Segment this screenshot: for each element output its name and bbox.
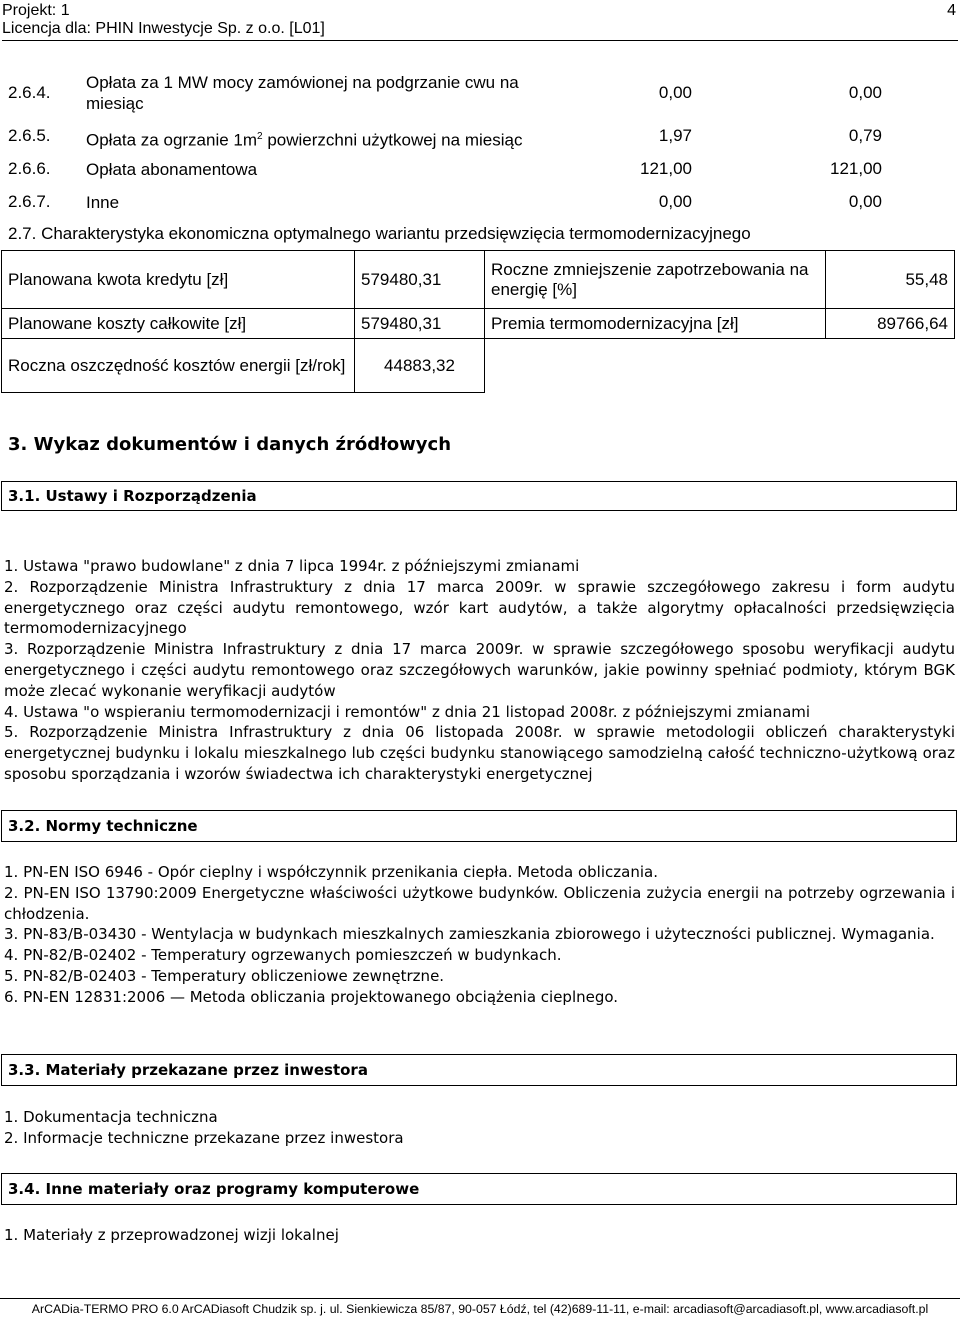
total-cost-value: 579480,31 bbox=[355, 309, 485, 339]
license-label: Licencja dla: PHIN Inwestycje Sp. z o.o. [L01] bbox=[2, 20, 325, 37]
cost-row-value: 1,97 bbox=[658, 126, 692, 145]
cost-row-value: 0,00 bbox=[848, 83, 882, 102]
cost-row-value: 0,00 bbox=[658, 83, 692, 102]
cost-row-value: 0,00 bbox=[658, 192, 692, 211]
subsection-title: 3.4. Inne materiały oraz programy komputerowe bbox=[1, 1173, 957, 1205]
list-item: 3. Rozporządzenie Ministra Infrastruktury z dnia 17 marca 2009r. w sprawie szczegółowego sposobu weryfikacji audytu energetycznego i części audytu remontowego oraz szczegółowych warunków, jakie powinny spełniać podmioty, którym BGK może zlecać wykonanie weryfikacji audytów bbox=[4, 640, 955, 700]
list-item: 4. PN-82/B-02402 - Temperatury ogrzewanych pomieszczeń w budynkach. bbox=[4, 946, 562, 965]
cost-row-label: Opłata za ogrzanie $1m^2$ powierzchni użytkowej na miesiąc bbox=[86, 130, 523, 150]
premium-label: Premia termomodernizacyjna [zł] bbox=[485, 309, 826, 339]
list-item: 3. PN-83/B-03430 - Wentylacja w budynkach mieszkalnych zamieszkania zbiorowego i użyteczności publicznej. Wymagania. bbox=[4, 925, 935, 944]
list-item: 5. PN-82/B-02403 - Temperatury obliczeniowe zewnętrzne. bbox=[4, 966, 445, 985]
page-number: 4 bbox=[947, 2, 956, 19]
total-cost-label: Planowane koszty całkowite [zł] bbox=[2, 309, 355, 339]
reduction-label: Roczne zmniejszenie zapotrzebowania na energię [%] bbox=[485, 251, 826, 309]
loan-label: Planowana kwota kredytu [zł] bbox=[2, 251, 355, 309]
list-item: 1. Materiały z przeprowadzonej wizji lokalnej bbox=[4, 1226, 339, 1244]
savings-value: 44883,32 bbox=[355, 339, 485, 393]
cost-row-label: Inne bbox=[86, 193, 120, 212]
subsection-title: 3.3. Materiały przekazane przez inwestora bbox=[1, 1054, 957, 1086]
economic-heading: 2.7. Charakterystyka ekonomiczna optymalnego wariantu przedsięwzięcia termomodernizacyjnego bbox=[8, 224, 751, 243]
cost-row-number: 2.6.6. bbox=[8, 159, 51, 178]
subsection-title: 3.1. Ustawy i Rozporządzenia bbox=[1, 481, 957, 511]
page-footer: ArCADia-TERMO PRO 6.0 ArCADiasoft Chudzik sp. j. ul. Sienkiewicza 85/87, 90-057 Łódź, tel (42)689-11-11, e-mail: arcadiasoft@arcadiasoft.pl, www.arcadiasoft.pl bbox=[0, 1298, 960, 1316]
page-header bbox=[2, 0, 958, 41]
list-item: 2. Informacje techniczne przekazane przez inwestora bbox=[4, 1128, 404, 1147]
cost-row bbox=[0, 70, 960, 114]
cost-row-number: 2.6.7. bbox=[8, 192, 51, 211]
list-item: 1. PN-EN ISO 6946 - Opór cieplny i współczynnik przenikania ciepła. Metoda obliczania. bbox=[4, 863, 658, 881]
premium-value: 89766,64 bbox=[826, 309, 955, 339]
subsection-title: 3.2. Normy techniczne bbox=[1, 810, 957, 842]
project-label: Projekt: 1 bbox=[2, 2, 70, 19]
cost-row-value: 121,00 bbox=[640, 159, 692, 178]
list-item: 1. Dokumentacja techniczna bbox=[4, 1108, 218, 1126]
list-item: 2. PN-EN ISO 13790:2009 Energetyczne właściwości użytkowe budynków. Obliczenia zużycia energii na potrzeby ogrzewania i chłodzenia. bbox=[4, 883, 955, 923]
cost-row-label: Opłata abonamentowa bbox=[86, 160, 258, 179]
economic-table bbox=[1, 250, 955, 393]
list-item: 2. Rozporządzenie Ministra Infrastruktury z dnia 17 marca 2009r. w sprawie szczegółowego zakresu i form audytu energetycznego oraz części audytu remontowego, wzór kart audytów, a także algorytmy opłacalności przedsięwzięcia termomodernizacyjnego bbox=[4, 577, 955, 638]
investor-materials-list bbox=[4, 1107, 955, 1149]
cost-row-value: 0,00 bbox=[848, 192, 882, 211]
cost-row-value: 0,79 bbox=[848, 126, 882, 145]
cost-row-value: 121,00 bbox=[830, 159, 882, 178]
savings-label: Roczna oszczędność kosztów energii [zł/rok] bbox=[2, 339, 355, 393]
list-item: 1. Ustawa "prawo budowlane" z dnia 7 lipca 1994r. z późniejszymi zmianami bbox=[4, 557, 580, 575]
laws-list bbox=[4, 556, 955, 785]
reduction-value: 55,48 bbox=[826, 251, 955, 309]
list-item: 4. Ustawa "o wspieraniu termomodernizacji i remontów" z dnia 21 listopad 2008r. z późniejszymi zmianami bbox=[4, 702, 811, 721]
loan-value: 579480,31 bbox=[355, 251, 485, 309]
list-item: 6. PN-EN 12831:2006 — Metoda obliczania projektowanego obciążenia cieplnego. bbox=[4, 987, 619, 1006]
standards-list bbox=[4, 862, 955, 1008]
cost-row-number: 2.6.4. bbox=[8, 83, 51, 102]
section-title: 3. Wykaz dokumentów i danych źródłowych bbox=[8, 434, 452, 455]
list-item: 5. Rozporządzenie Ministra Infrastruktury z dnia 06 listopada 2008r. w sprawie metodologii obliczeń charakterystyki energetycznej budynku i lokalu mieszkalnego lub części budynku stanowiącego samodzielną całość techniczno-użytkową oraz sposobu sporządzania i wzorów świadectwa ich charakterystyki energetycznej bbox=[4, 723, 955, 783]
cost-row-number: 2.6.5. bbox=[8, 126, 51, 145]
other-materials-list bbox=[4, 1225, 955, 1246]
cost-row-label: Opłata za 1 MW mocy zamówionej na podgrzanie cwu na miesiąc bbox=[86, 73, 519, 113]
